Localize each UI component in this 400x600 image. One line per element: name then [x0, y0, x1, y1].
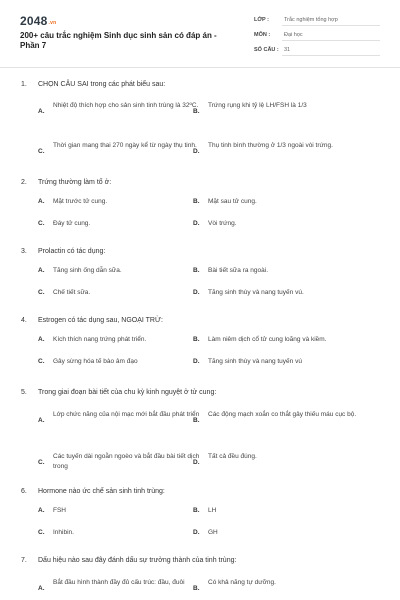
option-text: Tất cả đều đúng. [208, 453, 257, 460]
option-text: Tăng sinh thùy và nang tuyến vú. [208, 289, 304, 296]
option-text: Nhiệt độ thích hợp cho sản sinh tinh trùng là 32ºC. [53, 102, 199, 109]
option-letter: C. [38, 220, 45, 227]
option-text: Vòi trứng. [208, 220, 237, 227]
question-prompt: CHỌN CÂU SAI trong các phát biểu sau: [38, 81, 166, 88]
logo-suffix: .vn [48, 20, 57, 26]
question-number: 7. [21, 557, 27, 564]
question-5 [21, 388, 383, 470]
option-text: Mặt sau tử cung. [208, 198, 257, 205]
question-7 [21, 556, 383, 592]
option-letter: D. [193, 459, 200, 466]
question-prompt: Trứng thường làm tổ ở: [38, 179, 112, 186]
option-letter: A. [38, 198, 45, 205]
option-letter: B. [193, 507, 200, 514]
option-text: LH [208, 507, 217, 514]
meta-count-value: 31 [282, 45, 380, 56]
document-title: 200+ câu trắc nghiệm Sinh dục sinh sản có đáp án - Phần 7 [20, 31, 217, 50]
question-prompt: Estrogen có tác dụng sau, NGOẠI TRỪ: [38, 317, 163, 324]
option-text: Chế tiết sữa. [53, 289, 91, 296]
option-letter: B. [193, 108, 200, 115]
option-text: Làm niêm dịch cổ tử cung loãng và kiềm. [208, 336, 327, 343]
option-text: Trứng rụng khi tỷ lệ LH/FSH là 1/3 [208, 102, 307, 109]
header-divider [0, 67, 400, 68]
option-text: Các động mạch xoắn co thắt gây thiếu máu cục bộ. [208, 411, 357, 418]
option-text: Tăng sinh thùy và nang tuyến vú [208, 358, 302, 365]
option-text: Mặt trước tử cung. [53, 198, 108, 205]
option-text: Gây sừng hóa tế bào âm đạo [53, 358, 138, 365]
option-letter: C. [38, 459, 45, 466]
question-2 [21, 178, 383, 227]
option-text: Tăng sinh ống dẫn sữa. [53, 267, 122, 274]
option-letter: D. [193, 529, 200, 536]
question-text [21, 316, 383, 325]
question-text [21, 388, 383, 397]
question-4 [21, 316, 383, 365]
meta-subject [254, 30, 380, 42]
question-6 [21, 487, 383, 536]
option-letter: A. [38, 108, 45, 115]
question-number: 2. [21, 179, 27, 186]
option-letter: B. [193, 198, 200, 205]
question-text [21, 487, 383, 496]
question-prompt: Trong giai đoạn bài tiết của chu kỳ kinh nguyệt ở tử cung: [38, 389, 217, 396]
site-logo[interactable] [20, 14, 56, 28]
question-1 [21, 80, 383, 155]
option-letter: C. [38, 529, 45, 536]
question-text [21, 178, 383, 187]
option-letter: A. [38, 585, 45, 592]
question-prompt: Hormone nào ức chế sản sinh tinh trùng: [38, 488, 165, 495]
option-text: Inhibin. [53, 529, 74, 536]
option-letter: C. [38, 358, 45, 365]
option-text: Kích thích nang trứng phát triển. [53, 336, 147, 343]
meta-subject-value: Đại học [282, 30, 380, 41]
meta-subject-label: MÔN : [254, 32, 271, 38]
option-letter: D. [193, 220, 200, 227]
meta-count [254, 45, 380, 57]
option-letter: B. [193, 336, 200, 343]
option-text: Có khả năng tự dưỡng. [208, 579, 276, 586]
meta-class-value: Trắc nghiệm tổng hợp [282, 15, 380, 26]
option-text: Thụ tinh bình thường ở 1/3 ngoài vòi trứng. [208, 142, 333, 149]
option-text: Lớp chức năng của nội mạc mới bắt đầu phát triển [53, 411, 200, 418]
option-text: GH [208, 529, 218, 536]
option-letter: D. [193, 148, 200, 155]
option-letter: A. [38, 336, 45, 343]
document-header [0, 0, 400, 66]
question-prompt: Dấu hiệu nào sau đây đánh dấu sự trưởng thành của tinh trùng: [38, 557, 237, 564]
meta-class-label: LỚP : [254, 17, 269, 23]
option-text: Bài tiết sữa ra ngoài. [208, 267, 268, 274]
option-letter: A. [38, 267, 45, 274]
logo-text: 2048 [20, 14, 48, 28]
option-text: Thời gian mang thai 270 ngày kể từ ngày thụ tinh. [53, 142, 197, 149]
question-number: 5. [21, 389, 27, 396]
option-letter: B. [193, 267, 200, 274]
question-number: 1. [21, 81, 27, 88]
question-number: 6. [21, 488, 27, 495]
question-text [21, 247, 383, 256]
question-prompt: Prolactin có tác dụng: [38, 248, 106, 255]
option-letter: B. [193, 417, 200, 424]
option-letter: A. [38, 417, 45, 424]
option-text: Đáy tử cung. [53, 220, 91, 227]
option-text: Bắt đầu hình thành đầy đủ cấu trúc: đầu, đuôi [53, 579, 185, 586]
option-text: Các tuyến dài ngoằn ngoèo và bắt đầu bài tiết dịch trong [53, 453, 200, 470]
meta-count-label: SỐ CÂU : [254, 47, 279, 53]
option-letter: C. [38, 148, 45, 155]
question-number: 4. [21, 317, 27, 324]
question-number: 3. [21, 248, 27, 255]
option-letter: A. [38, 507, 45, 514]
meta-class [254, 15, 380, 27]
option-letter: B. [193, 585, 200, 592]
question-text [21, 556, 383, 565]
option-letter: D. [193, 358, 200, 365]
question-3 [21, 247, 383, 296]
question-text [21, 80, 383, 89]
option-letter: D. [193, 289, 200, 296]
option-letter: C. [38, 289, 45, 296]
option-text: FSH [53, 507, 66, 514]
